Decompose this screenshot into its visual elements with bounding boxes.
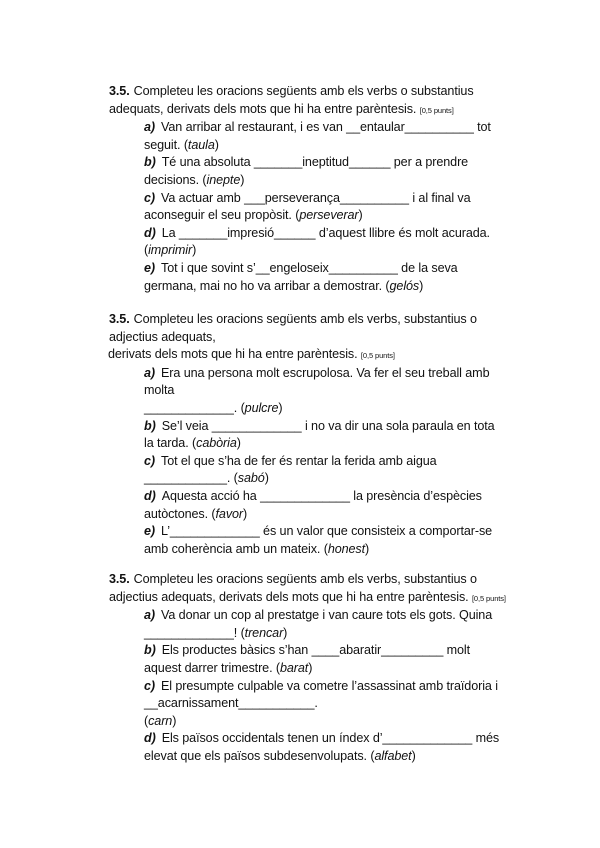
- item-text-line: Va donar un cop al prestatge i van caure tots els gots. Quina: [161, 608, 493, 623]
- item-hint-word: ( cabòria ): [192, 436, 241, 450]
- exercise-heading-line-2: [109, 101, 529, 120]
- exercise-heading-line-2: [109, 329, 529, 347]
- exercise-item-e: [144, 260, 529, 295]
- item-letter: c): [144, 453, 155, 468]
- exercise-2: [109, 311, 529, 558]
- exercise-number: 3.5.: [109, 84, 130, 98]
- item-text-line: elevat que els països subdesenvolupats.: [144, 748, 371, 763]
- item-text-line: Aquesta acció ha _____________ la presència d’espècies: [161, 488, 482, 503]
- item-text-line: L’_____________ és un valor que consisteix a comportar-se: [161, 524, 493, 539]
- exercise-number: 3.5.: [109, 312, 130, 326]
- exercise-items: [144, 365, 529, 559]
- exercise-item-a: [144, 119, 529, 154]
- exercise-heading-line-2: [109, 589, 529, 608]
- exercise-item-d: [144, 730, 529, 765]
- item-hint-word: ( imprimir ): [144, 243, 196, 257]
- item-letter: d): [144, 488, 156, 503]
- item-letter: b): [144, 418, 156, 433]
- item-letter: e): [144, 260, 155, 275]
- item-text-line: Va actuar amb ___perseverança__________ i al final va: [161, 190, 471, 205]
- item-letter: c): [144, 190, 155, 205]
- exercise-item-d: [144, 225, 529, 260]
- item-letter: e): [144, 524, 155, 539]
- item-hint-word: ( pulcre ): [241, 401, 283, 415]
- exercise-heading: [109, 571, 529, 589]
- exercise-heading: [109, 83, 529, 101]
- exercise-3: [109, 571, 529, 766]
- item-letter: a): [144, 120, 155, 135]
- item-text-line: El presumpte culpable va cometre l’assassinat amb traïdoria i: [161, 678, 498, 693]
- item-text-line: amb coherència amb un mateix.: [144, 541, 324, 556]
- item-hint-word: ( trencar ): [241, 626, 288, 640]
- exercise-items: [144, 119, 529, 295]
- item-letter: a): [144, 608, 155, 623]
- exercise-item-e: [144, 523, 529, 558]
- item-text-line: Era una persona molt escrupolosa. Va fer el seu treball amb: [161, 365, 490, 380]
- item-letter: b): [144, 155, 156, 170]
- item-hint-word: ( honest ): [324, 542, 369, 556]
- item-text-line: Els productes bàsics s’han ____abaratir_________ molt: [161, 643, 471, 658]
- item-text-line: Tot el que s’ha de fer és rentar la ferida amb aigua: [161, 453, 437, 468]
- item-hint-word: ( perseverar ): [295, 208, 362, 222]
- item-text-line: _____________.: [144, 400, 241, 415]
- item-text-line: decisions.: [144, 172, 203, 187]
- exercise-items: [144, 607, 529, 765]
- exercise-item-b: [144, 154, 529, 189]
- exercise-item-d: [144, 488, 529, 523]
- exercise-instruction-line: Completeu les oracions següents amb els verbs, substantius o: [133, 572, 477, 586]
- exercise-item-b: [144, 642, 529, 677]
- item-text-line: __acarnissament___________.: [144, 696, 318, 711]
- item-letter: c): [144, 678, 155, 693]
- item-text-line: la tarda.: [144, 436, 193, 451]
- exercise-instruction-line: derivats dels mots que hi ha entre parèntesis.: [108, 347, 358, 362]
- item-hint-word: ( taula ): [184, 138, 219, 152]
- exercise-item-a: [144, 607, 529, 642]
- exercise-number: 3.5.: [109, 572, 130, 586]
- item-letter: d): [144, 731, 156, 746]
- exercise-instruction-line: adequats, derivats dels mots que hi ha entre parèntesis.: [109, 101, 417, 116]
- item-hint-word: ( barat ): [276, 661, 312, 675]
- exercise-item-c: [144, 453, 529, 488]
- exercise-instruction-line: adjectius adequats, derivats dels mots que hi ha entre parèntesis.: [109, 589, 469, 604]
- item-letter: a): [144, 365, 155, 380]
- item-text-line: Van arribar al restaurant, i es van __entaular__________ tot: [161, 120, 491, 135]
- item-text-line: autòctones.: [144, 506, 212, 521]
- exercise-item-a: [144, 365, 529, 418]
- item-text-line: Se’l veia _____________ i no va dir una sola paraula en tota: [161, 418, 495, 433]
- exercise-1: [109, 83, 529, 295]
- exercise-instruction-line: adjectius adequats,: [109, 329, 216, 344]
- item-text-line: aquest darrer trimestre.: [144, 660, 276, 675]
- points-label: [0,5 punts]: [360, 351, 395, 361]
- exercise-heading: [109, 311, 529, 329]
- item-hint-word: ( inepte ): [202, 173, 244, 187]
- item-hint-word: ( carn ): [144, 714, 176, 728]
- item-text-line: aconseguir el seu propòsit.: [144, 208, 296, 223]
- item-letter: d): [144, 225, 156, 240]
- item-text-line: Tot i que sovint s’__engeloseix__________ de la seva: [161, 260, 458, 275]
- exercise-heading-line-3: [108, 346, 529, 365]
- item-letter: b): [144, 643, 156, 658]
- exercise-item-b: [144, 418, 529, 453]
- exercise-item-c: [144, 190, 529, 225]
- points-label: [0,5 punts]: [419, 105, 454, 115]
- item-text-line: molta: [144, 383, 175, 398]
- item-text-line: _____________!: [144, 625, 241, 640]
- exercise-instruction-line: Completeu les oracions següents amb els verbs, substantius o: [133, 312, 477, 326]
- item-hint-word: ( favor ): [211, 507, 247, 521]
- item-text-line: La _______impresió______ d’aquest llibre és molt acurada.: [161, 225, 490, 240]
- item-text-line: germana, mai no ho va arribar a demostrar.: [144, 278, 386, 293]
- item-hint-word: ( sabó ): [234, 471, 269, 485]
- item-text-line: seguit.: [144, 137, 184, 152]
- exercise-item-c: [144, 678, 529, 731]
- item-text-line: Té una absoluta _______ineptitud______ per a prendre: [161, 155, 469, 170]
- item-hint-word: ( alfabet ): [370, 749, 415, 763]
- item-text-line: ____________.: [144, 471, 234, 486]
- exercise-instruction-line: Completeu les oracions següents amb els verbs o substantius: [133, 84, 474, 98]
- points-label: [0,5 punts]: [471, 593, 506, 603]
- item-hint-word: ( gelós ): [385, 279, 423, 293]
- item-text-line: Els països occidentals tenen un índex d’_____________ més: [161, 731, 500, 746]
